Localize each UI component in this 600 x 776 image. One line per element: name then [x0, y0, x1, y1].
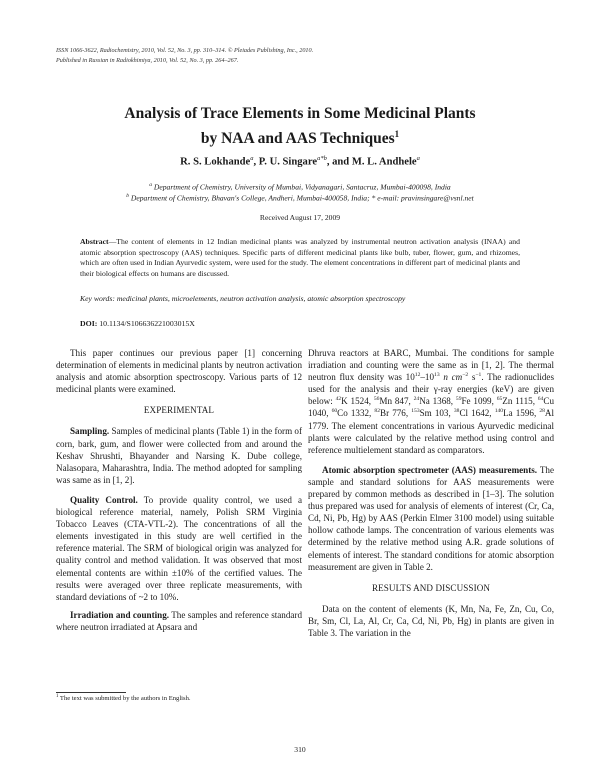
title-footnote-mark: 1	[394, 129, 400, 139]
journal-header-line-2: Published in Russian in Radiokhimiya, 2010, Vol. 52, No. 3, pp. 264–267.	[56, 57, 239, 64]
irradiation-paragraph: Irradiation and counting. The samples and reference standard where neutron irradiated at Apsara and	[56, 609, 302, 632]
irradiation-continued-paragraph: Dhruva reactors at BARC, Mumbai. The conditions for sample irradiation and counting were the same as in [1, 2]. The thermal neutron flux density was $10^{12}-10^{13}$ n $cm^{-2}$ $s^{-1}$. The radionuclides used for the analysis and their γ-ray energies (keV) are given below: $^{42}$K 1524, $^{56}$Mn 847, $^{24}$Na 1368, $^{59}$Fe 1099, $^{65}$Zn 1115, $^{64}$Cu 1040, $^{60}$Co 1332, $^{82}$Br 776, $^{153}$Sm 103, $^{38}$Cl 1642, $^{140}$La 1596, $^{28}$Al 1779. The element concentrations in various Ayurvedic medicinal plants were calculated by the relative method using control and reference multielement standard as comparators.	[308, 348, 555, 455]
keywords: Key words: medicinal plants, microelements, neutron activation analysis, atomic absorption spectroscopy	[80, 294, 406, 303]
page-number: 310	[294, 745, 306, 754]
section-heading-experimental: EXPERIMENTAL	[143, 405, 215, 416]
title-line-1: Analysis of Trace Elements in Some Medicinal Plants	[124, 105, 476, 122]
aas-paragraph: Atomic absorption spectrometer (AAS) measurements. The sample and standard solutions for AAS measurements were prepared by common methods as described in [1–3]. The solution thus prepared was used for analysis of elements of interest (Cr, Ca, Cd, Ni, Pb, Hg) by AAS (Perkin Elmer 3100 model) using suitable hollow cathode lamps. The concentration of various elements was determined by the relative method using A.R. grade solutions of elements of interest. The standard conditions for atomic absorption measurement are given in Table 2.	[308, 464, 554, 572]
received-date: Received August 17, 2009	[259, 213, 341, 222]
intro-paragraph: This paper continues our previous paper [1] concerning determination of elements in medicinal plants by neutron activation analysis and atomic absorption spectroscopy. Various parts of 12 medicinal plants were examined.	[56, 348, 302, 395]
footnote: $^1$ The text was submitted by the authors in English.	[56, 694, 191, 703]
nuclide-list: $^{42}$K 1524, $^{56}$Mn 847, $^{24}$Na 1368, $^{59}$Fe 1099, $^{65}$Zn 1115, $^{64}$Cu 1040, $^{60}$Co 1332, $^{82}$Br 776, $^{153}$Sm 103, $^{38}$Cl 1642, $^{140}$La 1596, $^{28}$Al 1779.	[308, 396, 555, 431]
journal-header-line-1: ISSN 1066-3622, Radiochemistry, 2010, Vol. 52, No. 3, pp. 310–314. © Pleiades Publishing, Inc., 2010.	[56, 47, 314, 54]
abstract: Abstract—The content of elements in 12 Indian medicinal plants was analyzed by instrumental neutron activation analysis (INAA) and atomic absorption spectroscopy (AAS) techniques. Specific parts of different medicinal plants like bulb, tuber, flower, gum, and rhizomes, which are often used in Indian Ayurvedic system, were used for the study. The element concentrations in different part of medicinal plants and their biological effects on humans are discussed.	[80, 237, 520, 278]
results-paragraph: Data on the content of elements (K, Mn, Na, Fe, Zn, Cu, Co, Br, Sm, Cl, La, Al, Cr, Ca, Cd, Ni, Pb, Hg) in plants are given in Table 3. The variation in the	[308, 603, 554, 638]
affiliation-a: $^a$ Department of Chemistry, University of Mumbai, Vidyanagari, Santacruz, Mumbai-400098, India	[149, 182, 451, 192]
left-column	[56, 347, 302, 633]
author-name: R. S. Lokhande	[180, 156, 251, 168]
sampling-paragraph: Sampling. Samples of medicinal plants (Table 1) in the form of corn, bark, gum, and flower were collected from and around the Keshav Shrushti, Bhayander and Narsing K. Dube college, Nalasopara, Maharashtra, India. The method adopted for sampling was same as in [1, 2].	[56, 426, 302, 485]
section-heading-results: RESULTS AND DISCUSSION	[371, 582, 491, 593]
abstract-label: Abstract	[80, 237, 109, 246]
paper-title	[40, 103, 560, 149]
footnote-divider	[56, 692, 126, 693]
author-name: M. L. Andhele	[351, 156, 417, 168]
right-column	[308, 347, 554, 639]
title-line-2: by NAA and AAS Techniques$^1$	[200, 129, 400, 148]
doi: DOI: 10.1134/S106636221003015X	[80, 319, 195, 328]
quality-control-paragraph: Quality Control. To provide quality control, we used a biological reference material, namely, Polish SRM Virginia Tobacco Leaves (CTA-VTL-2). The concentrations of all the elements investigated in this study are well certified in the reference material. The SRM of biological origin was analyzed for quality control and method validation. It was observed that most elemental contents are within ±10% of the certified values. The results were averaged over three replicate measurements, with standard deviations of ~2 to 10%.	[56, 494, 303, 602]
affiliation-b: $^b$ Department of Chemistry, Bhavan's College, Andheri, Mumbai-400058, India; * e-mail: pravinsingare@vsnl.net	[126, 193, 474, 203]
author-name: P. U. Singare	[258, 156, 318, 168]
author-list: R. S. Lokhande$^a$, P. U. Singare$^{a*b}$, and M. L. Andhele$^a$	[180, 155, 420, 168]
